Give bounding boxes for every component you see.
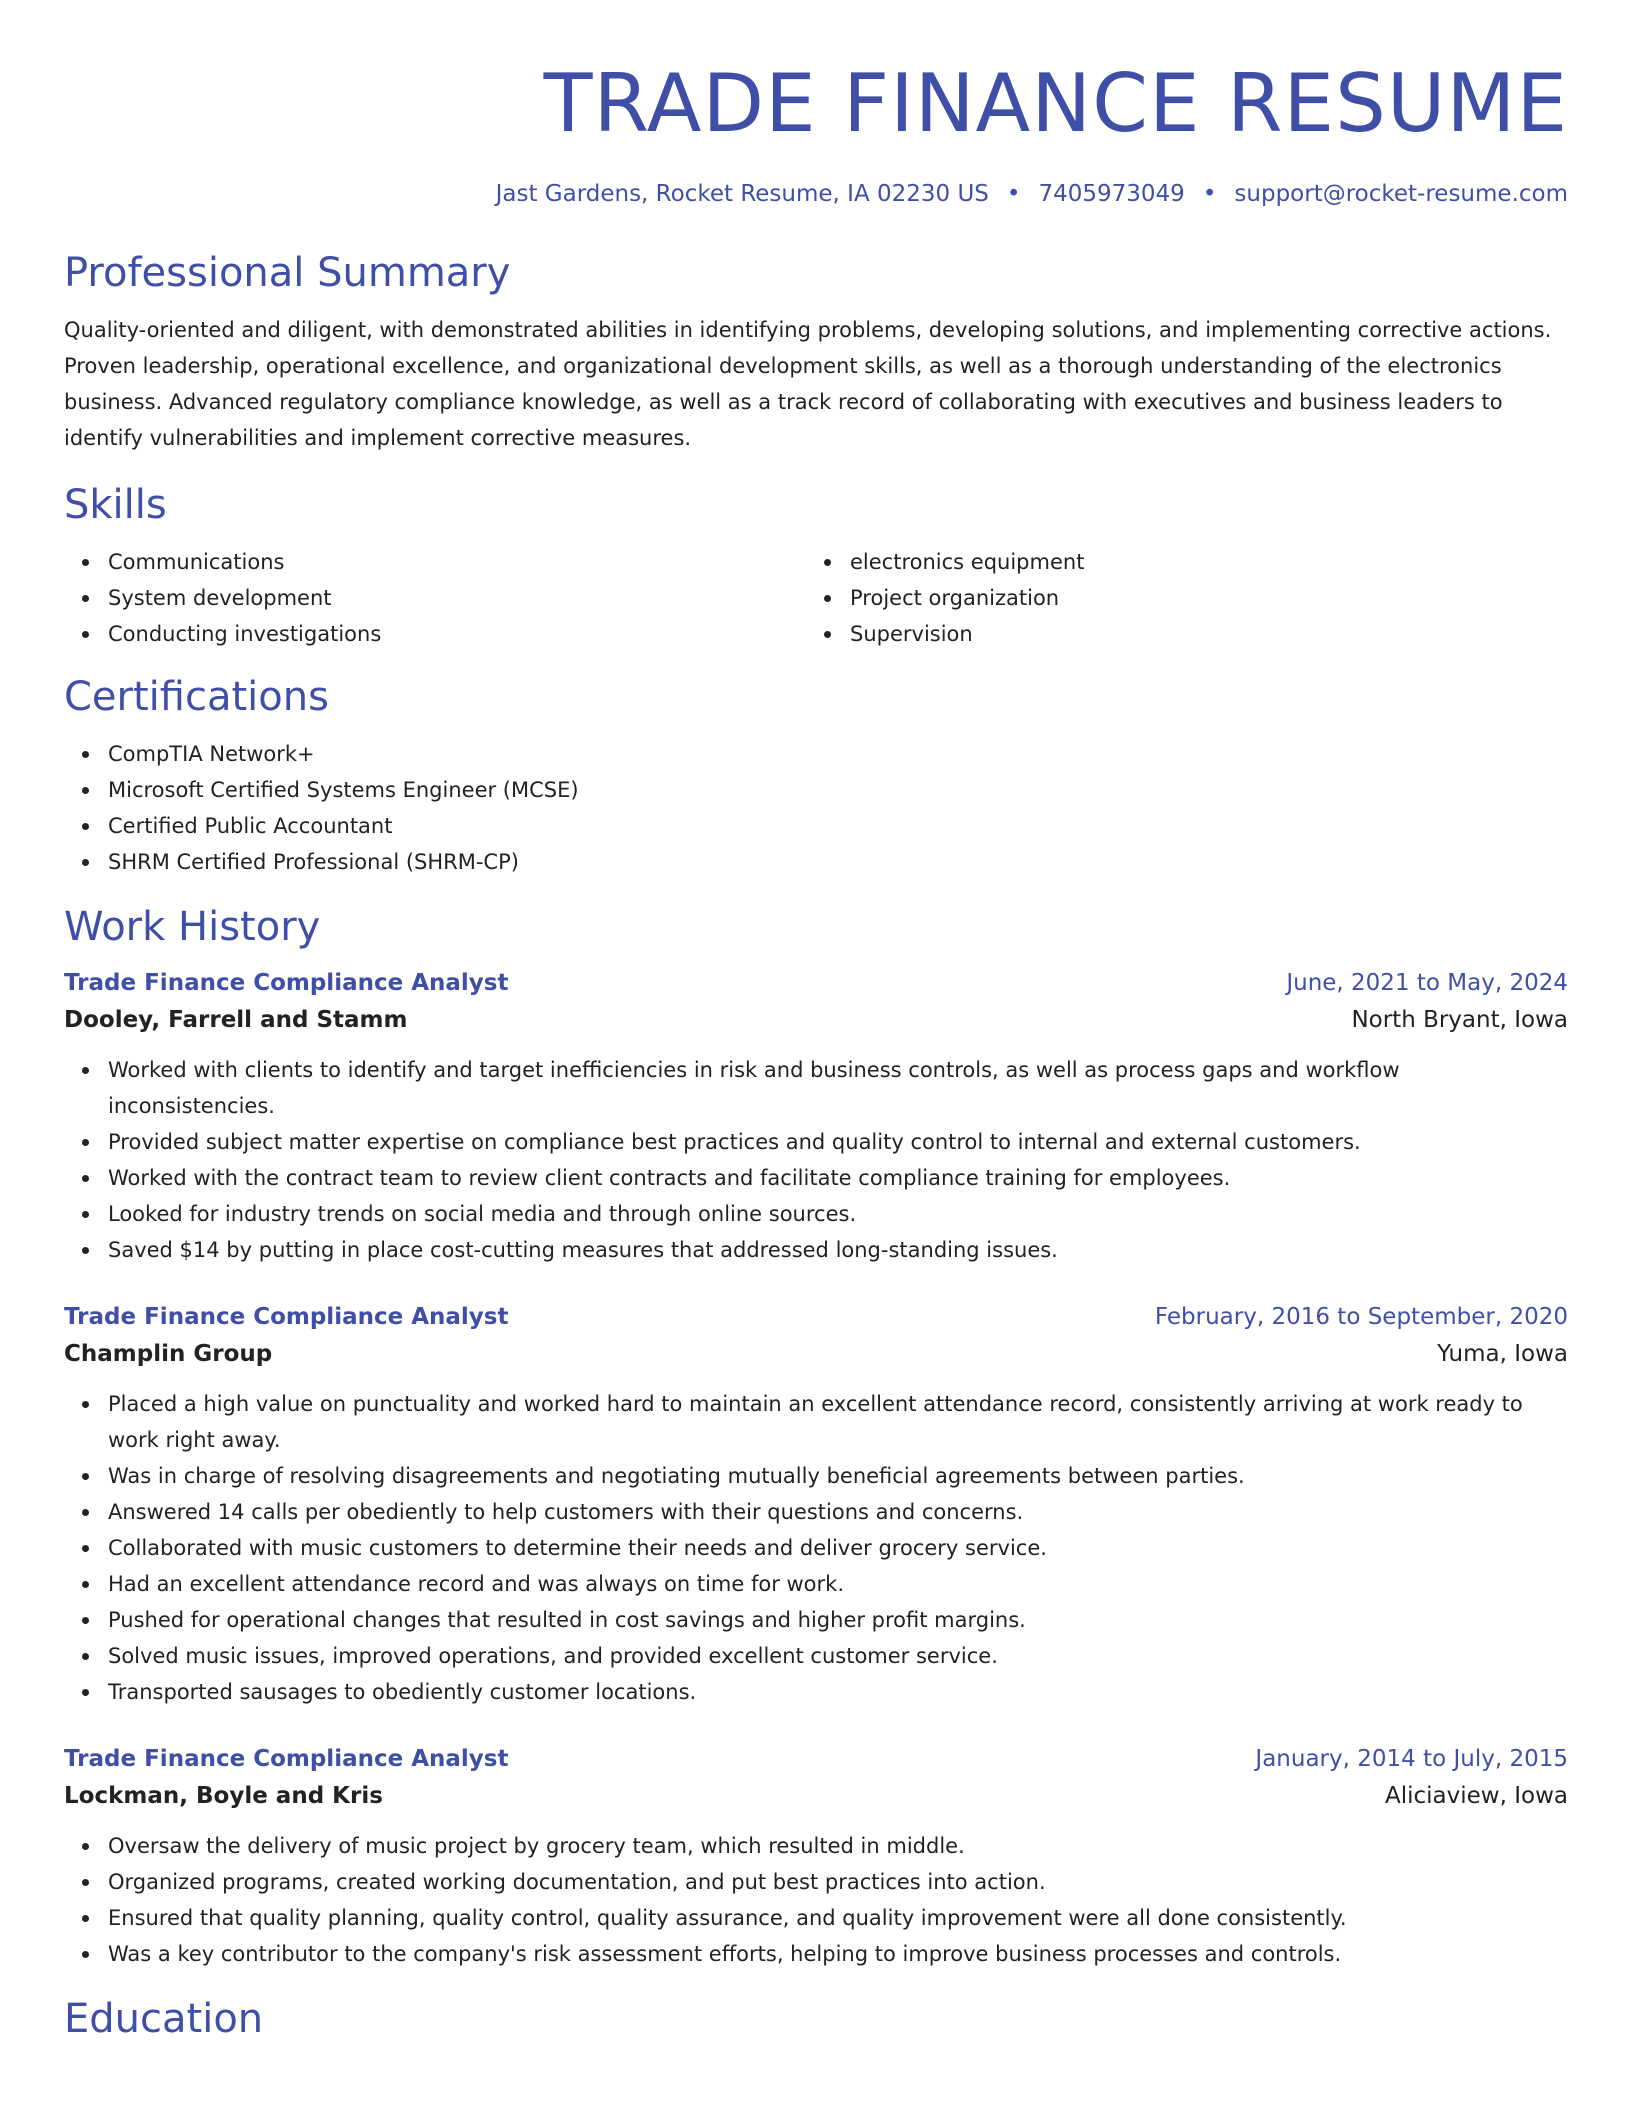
job-entry — [64, 1742, 1568, 1972]
resume-title: TRADE FINANCE RESUME — [543, 57, 1568, 150]
skill-item: Communications — [108, 544, 806, 580]
skills-right-column — [806, 544, 1548, 652]
job-bullet: Transported sausages to obediently customer locations. — [108, 1674, 1568, 1710]
job-bullet: Worked with clients to identify and target inefficiencies in risk and business controls, as well as process gaps and workflow inconsistencies. — [108, 1052, 1568, 1124]
job-bullet: Was a key contributor to the company's risk assessment efforts, helping to improve business processes and controls. — [108, 1936, 1568, 1972]
skill-item: electronics equipment — [850, 544, 1548, 580]
summary-text: Quality-oriented and diligent, with demonstrated abilities in identifying problems, developing solutions, and implementing corrective actions. Proven leadership, operational excellence, and organizational development skills, as well as a thorough understanding of the electronics business. Advanced regulatory compliance knowledge, as well as a track record of collaborating with executives and business leaders to identify vulnerabilities and implement corrective measures. — [64, 318, 1552, 450]
job-bullet: Oversaw the delivery of music project by grocery team, which resulted in middle. — [108, 1828, 1568, 1864]
job-dates: February, 2016 to September, 2020 — [1154, 1304, 1568, 1330]
job-bullet: Saved $14 by putting in place cost-cutting measures that addressed long-standing issues. — [108, 1232, 1568, 1268]
job-bullet: Provided subject matter expertise on compliance best practices and quality control to internal and external customers. — [108, 1124, 1568, 1160]
job-bullet-list — [64, 1052, 1568, 1268]
job-bullet: Looked for industry trends on social media and through online sources. — [108, 1196, 1568, 1232]
contact-email[interactable]: support@rocket-resume.com — [1234, 181, 1568, 207]
certification-item: Microsoft Certified Systems Engineer (MCSE) — [108, 772, 1568, 808]
job-company: Dooley, Farrell and Stamm — [64, 1007, 408, 1033]
skill-item: Project organization — [850, 580, 1548, 616]
contact-line — [64, 178, 1568, 210]
job-dates: January, 2014 to July, 2015 — [1255, 1746, 1568, 1772]
certification-item: Certified Public Accountant — [108, 808, 1568, 844]
job-bullet-list — [64, 1386, 1568, 1710]
skill-item: Conducting investigations — [108, 616, 806, 652]
skills-grid — [64, 544, 1568, 652]
skill-item: Supervision — [850, 616, 1548, 652]
job-entry — [64, 966, 1568, 1268]
education-heading: Education — [64, 1996, 264, 2042]
job-bullet: Solved music issues, improved operations, and provided excellent customer service. — [108, 1638, 1568, 1674]
job-location: Aliciaview, Iowa — [1385, 1783, 1568, 1809]
work-history-heading: Work History — [64, 904, 321, 950]
job-company: Champlin Group — [64, 1341, 273, 1367]
skills-left-column — [64, 544, 806, 652]
contact-separator: • — [1006, 181, 1021, 207]
job-title: Trade Finance Compliance Analyst — [64, 1304, 509, 1330]
resume-page — [64, 0, 1568, 2044]
job-bullet-list — [64, 1828, 1568, 1972]
job-bullet: Had an excellent attendance record and was always on time for work. — [108, 1566, 1568, 1602]
job-bullet: Answered 14 calls per obediently to help customers with their questions and concerns. — [108, 1494, 1568, 1530]
job-title: Trade Finance Compliance Analyst — [64, 1746, 509, 1772]
certifications-list — [64, 736, 1568, 880]
skills-heading: Skills — [64, 482, 167, 528]
job-location: Yuma, Iowa — [1437, 1341, 1568, 1367]
job-bullet: Organized programs, created working documentation, and put best practices into action. — [108, 1864, 1568, 1900]
job-bullet: Placed a high value on punctuality and worked hard to maintain an excellent attendance record, consistently arriving at work ready to work right away. — [108, 1386, 1568, 1458]
certifications-heading: Certifications — [64, 674, 329, 720]
job-bullet: Worked with the contract team to review client contracts and facilitate compliance training for employees. — [108, 1160, 1568, 1196]
job-bullet: Pushed for operational changes that resulted in cost savings and higher profit margins. — [108, 1602, 1568, 1638]
job-location: North Bryant, Iowa — [1351, 1007, 1568, 1033]
summary-heading: Professional Summary — [64, 250, 511, 296]
certification-item: CompTIA Network+ — [108, 736, 1568, 772]
job-bullet: Ensured that quality planning, quality control, quality assurance, and quality improvement were all done consistently. — [108, 1900, 1568, 1936]
contact-address: Jast Gardens, Rocket Resume, IA 02230 US — [495, 181, 989, 207]
job-bullet: Was in charge of resolving disagreements and negotiating mutually beneficial agreements between parties. — [108, 1458, 1568, 1494]
job-title: Trade Finance Compliance Analyst — [64, 970, 509, 996]
job-company: Lockman, Boyle and Kris — [64, 1783, 383, 1809]
certification-item: SHRM Certified Professional (SHRM-CP) — [108, 844, 1568, 880]
contact-separator: • — [1202, 181, 1217, 207]
job-dates: June, 2021 to May, 2024 — [1286, 970, 1568, 996]
contact-phone: 7405973049 — [1038, 181, 1185, 207]
job-entry — [64, 1300, 1568, 1710]
skill-item: System development — [108, 580, 806, 616]
job-bullet: Collaborated with music customers to determine their needs and deliver grocery service. — [108, 1530, 1568, 1566]
